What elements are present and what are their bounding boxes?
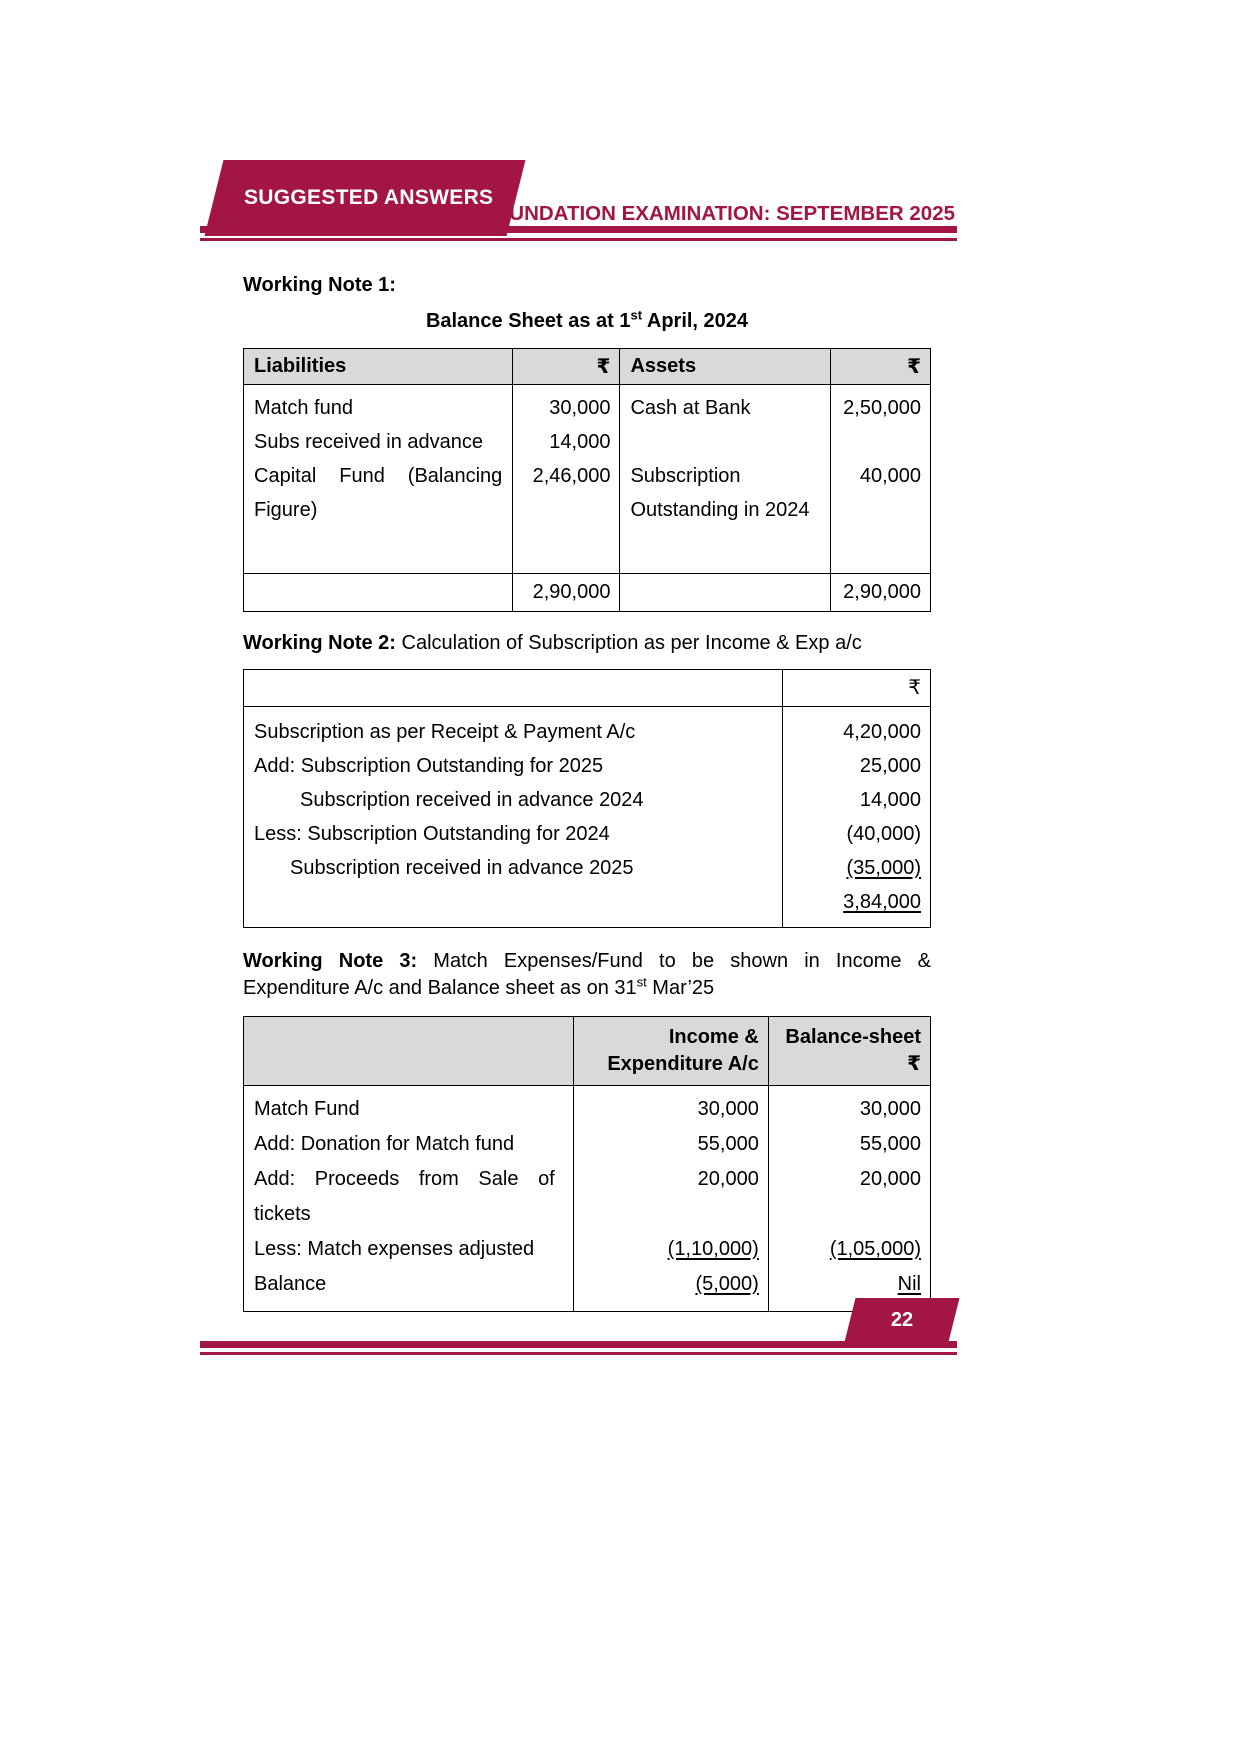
match-fund-table xyxy=(243,1016,931,1312)
empty-header-cell xyxy=(244,669,783,706)
income-expenditure-cell xyxy=(573,1267,768,1312)
income-expenditure-cell: 20,000 xyxy=(573,1162,768,1232)
assets-amount-header: ₹ xyxy=(830,349,930,385)
spacer-row xyxy=(244,527,931,573)
amount-header: ₹ xyxy=(783,669,931,706)
table-row xyxy=(244,385,931,426)
banner-label: SUGGESTED ANSWERS xyxy=(244,186,494,209)
title-text-pre: Balance Sheet as at 1 xyxy=(425,310,631,332)
footer-rule-thin xyxy=(200,1352,957,1355)
liability-amount-cell: 2,46,000 xyxy=(513,459,620,527)
working-note-2-text: Calculation of Subscription as per Income & Exp a/c xyxy=(395,631,862,654)
label-cell: Subscription received in advance 2025 xyxy=(244,851,783,885)
balance-sheet-header-currency: ₹ xyxy=(907,1052,921,1075)
balance-sheet-table xyxy=(243,348,931,612)
asset-cell xyxy=(620,425,830,459)
table-row xyxy=(244,706,931,749)
header-rule-thin xyxy=(200,238,957,241)
table-header-row xyxy=(244,349,931,385)
empty-cell xyxy=(244,527,513,573)
liability-cell: Capital Fund (Balancing Figure) xyxy=(244,459,513,527)
superscript-st: st xyxy=(636,973,647,989)
balance-sheet-cell: 30,000 xyxy=(768,1085,930,1127)
suggested-answers-banner xyxy=(205,160,526,236)
working-note-3-text-pre: Match Expenses/Fund to be shown in Income & Expenditure A/c and Balance sheet as on 31 xyxy=(243,949,932,999)
superscript-st: st xyxy=(630,307,643,323)
label-cell: Add: Donation for Match fund xyxy=(244,1127,574,1162)
table-row xyxy=(244,1232,931,1267)
liability-cell: Match fund xyxy=(244,385,513,426)
liabilities-header: Liabilities xyxy=(244,349,513,385)
asset-amount-cell: 40,000 xyxy=(830,459,930,527)
exam-title: FOUNDATION EXAMINATION: SEPTEMBER 2025 xyxy=(480,202,955,225)
working-note-3-text-post: Mar’25 xyxy=(646,976,715,999)
working-note-3-heading xyxy=(243,948,931,1002)
label-cell: Balance xyxy=(244,1267,574,1312)
assets-total-cell: 2,90,000 xyxy=(830,573,930,611)
liability-cell: Subs received in advance xyxy=(244,425,513,459)
table-row xyxy=(244,817,931,851)
liabilities-total-cell: 2,90,000 xyxy=(513,573,620,611)
table-row xyxy=(244,851,931,885)
label-cell: Add: Proceeds from Sale of tickets xyxy=(244,1162,574,1232)
title-text-post: April, 2024 xyxy=(642,310,749,332)
table-row xyxy=(244,425,931,459)
asset-amount-cell: 2,50,000 xyxy=(830,385,930,426)
empty-cell xyxy=(244,573,513,611)
underlined-amount: (35,000) xyxy=(846,856,921,879)
page-number-badge xyxy=(845,1298,960,1342)
balance-sheet-cell: 20,000 xyxy=(768,1162,930,1232)
table-row xyxy=(244,783,931,817)
footer-rule-thick xyxy=(200,1341,957,1348)
income-expenditure-header: Income & Expenditure A/c xyxy=(573,1016,768,1085)
page-number: 22 xyxy=(890,1308,914,1331)
income-expenditure-cell: 55,000 xyxy=(573,1127,768,1162)
table-header-row xyxy=(244,1016,931,1085)
underlined-amount: 3,84,000 xyxy=(843,890,921,913)
asset-amount-cell xyxy=(830,425,930,459)
working-note-2-label: Working Note 2: xyxy=(243,631,396,654)
asset-cell: Cash at Bank xyxy=(620,385,830,426)
totals-row xyxy=(244,573,931,611)
empty-cell xyxy=(620,527,830,573)
amount-cell xyxy=(783,885,931,928)
label-cell: Add: Subscription Outstanding for 2025 xyxy=(244,749,783,783)
liabilities-amount-header: ₹ xyxy=(513,349,620,385)
underlined-amount: (5,000) xyxy=(695,1272,759,1295)
page-content xyxy=(243,272,931,1312)
label-cell xyxy=(244,885,783,928)
empty-header-cell xyxy=(244,1016,574,1085)
working-note-3-label: Working Note 3: xyxy=(243,949,418,972)
table-row xyxy=(244,1127,931,1162)
balance-sheet-header-line1: Balance-sheet xyxy=(785,1025,921,1048)
liability-amount-cell: 30,000 xyxy=(513,385,620,426)
amount-cell: 4,20,000 xyxy=(783,706,931,749)
balance-sheet-cell xyxy=(768,1232,930,1267)
label-cell: Subscription as per Receipt & Payment A/c xyxy=(244,706,783,749)
income-expenditure-cell: 30,000 xyxy=(573,1085,768,1127)
balance-sheet-title xyxy=(243,308,931,334)
amount-cell xyxy=(783,851,931,885)
table-row xyxy=(244,1162,931,1232)
amount-cell: 25,000 xyxy=(783,749,931,783)
table-row xyxy=(244,1085,931,1127)
page-header xyxy=(200,160,957,250)
underlined-amount: (1,05,000) xyxy=(829,1237,921,1260)
table-header-row xyxy=(244,669,931,706)
label-cell: Less: Subscription Outstanding for 2024 xyxy=(244,817,783,851)
income-expenditure-cell xyxy=(573,1232,768,1267)
assets-header: Assets xyxy=(620,349,830,385)
table-row xyxy=(244,1267,931,1312)
empty-cell xyxy=(513,527,620,573)
subscription-table xyxy=(243,669,931,928)
amount-cell: (40,000) xyxy=(783,817,931,851)
label-cell: Subscription received in advance 2024 xyxy=(244,783,783,817)
amount-cell: 14,000 xyxy=(783,783,931,817)
underlined-amount: Nil xyxy=(897,1272,921,1295)
label-cell: Less: Match expenses adjusted xyxy=(244,1232,574,1267)
empty-cell xyxy=(830,527,930,573)
balance-sheet-cell: 55,000 xyxy=(768,1127,930,1162)
table-row xyxy=(244,459,931,527)
table-row xyxy=(244,749,931,783)
working-note-2-heading xyxy=(243,630,931,657)
underlined-amount: (1,10,000) xyxy=(667,1237,759,1260)
liability-amount-cell: 14,000 xyxy=(513,425,620,459)
asset-cell: Subscription Outstanding in 2024 xyxy=(620,459,830,527)
empty-cell xyxy=(620,573,830,611)
balance-sheet-header xyxy=(768,1016,930,1085)
label-cell: Match Fund xyxy=(244,1085,574,1127)
working-note-1-heading: Working Note 1: xyxy=(243,274,396,296)
table-row xyxy=(244,885,931,928)
